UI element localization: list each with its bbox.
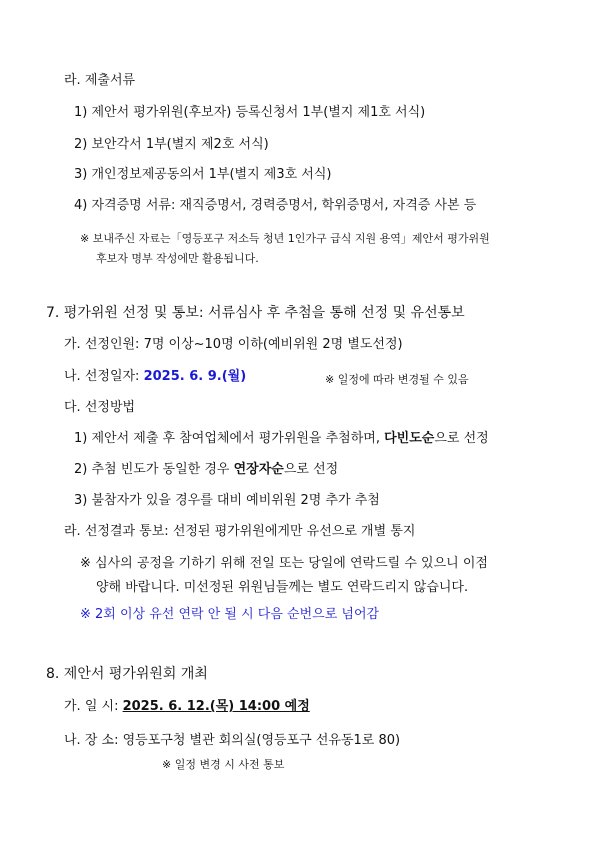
method-item-3: 3) 불참자가 있을 경우를 대비 예비위원 2명 추가 추첨 (74, 493, 380, 508)
doc-item-2: 2) 보안각서 1부(별지 제2호 서식) (74, 137, 269, 152)
method-item-2-suffix: 으로 선정 (283, 462, 339, 477)
method-item-1-emphasis: 다빈도순 (384, 431, 435, 446)
method-item-1-text: 1) 제안서 제출 후 참여업체에서 평가위원을 추첨하며, (74, 431, 385, 446)
selection-date-note: ※ 일정에 따라 변경될 수 있음 (325, 373, 469, 386)
contact-note-line1: ※ 심사의 공정을 기하기 위해 전일 또는 당일에 연락드릴 수 있으니 이점 (80, 556, 488, 571)
doc-item-4: 4) 자격증명 서류: 재직증명서, 경력증명서, 학위증명서, 자격증 사본 등 (74, 198, 477, 213)
method-item-1-suffix: 으로 선정 (434, 431, 489, 446)
meeting-location: 나. 장 소: 영등포구청 별관 회의실(영등포구 선유동1로 80) (64, 733, 401, 748)
selection-date-label: 나. 선정일자: (64, 369, 144, 384)
selection-count: 가. 선정인원: 7명 이상~10명 이하(예비위원 2명 별도선정) (64, 337, 403, 352)
meeting-datetime-value: 2025. 6. 12.(목) 14:00 예정 (122, 699, 310, 714)
contact-note-blue: ※ 2회 이상 유선 연락 안 될 시 다음 순번으로 넘어감 (80, 607, 380, 622)
method-item-2-text: 2) 추첨 빈도가 동일한 경우 (74, 462, 234, 477)
contact-note-line2: 양해 바랍니다. 미선정된 위원님들께는 별도 연락드리지 않습니다. (96, 580, 469, 595)
meeting-datetime-row (64, 698, 310, 716)
section-8-heading: 8. 제안서 평가위원회 개최 (46, 666, 208, 682)
selection-date-row (64, 368, 246, 386)
doc-item-3: 3) 개인정보제공동의서 1부(별지 제3호 서식) (74, 167, 332, 182)
selection-date-value: 2025. 6. 9.(월) (143, 369, 247, 384)
method-item-2-emphasis: 연장자순 (233, 462, 284, 477)
meeting-datetime-label: 가. 일 시: (64, 699, 123, 714)
result-notice: 라. 선정결과 통보: 선정된 평가위원에게만 유선으로 개별 통지 (64, 524, 416, 539)
data-usage-note-line1: ※ 보내주신 자료는「영등포구 저소득 청년 1인가구 급식 지원 용역」제안서 평가위원 (80, 232, 490, 245)
selection-method-heading: 다. 선정방법 (64, 400, 136, 415)
method-item-2 (74, 461, 338, 479)
submission-docs-heading: 라. 제출서류 (64, 73, 136, 88)
doc-item-1: 1) 제안서 평가위원(후보자) 등록신청서 1부(별지 제1호 서식) (74, 105, 426, 120)
section-7-heading: 7. 평가위원 선정 및 통보: 서류심사 후 추첨을 통해 선정 및 유선통보 (46, 305, 465, 321)
method-item-1 (74, 430, 489, 448)
data-usage-note-line2: 후보자 명부 작성에만 활용됩니다. (96, 252, 259, 265)
schedule-change-note: ※ 일정 변경 시 사전 통보 (162, 758, 285, 771)
